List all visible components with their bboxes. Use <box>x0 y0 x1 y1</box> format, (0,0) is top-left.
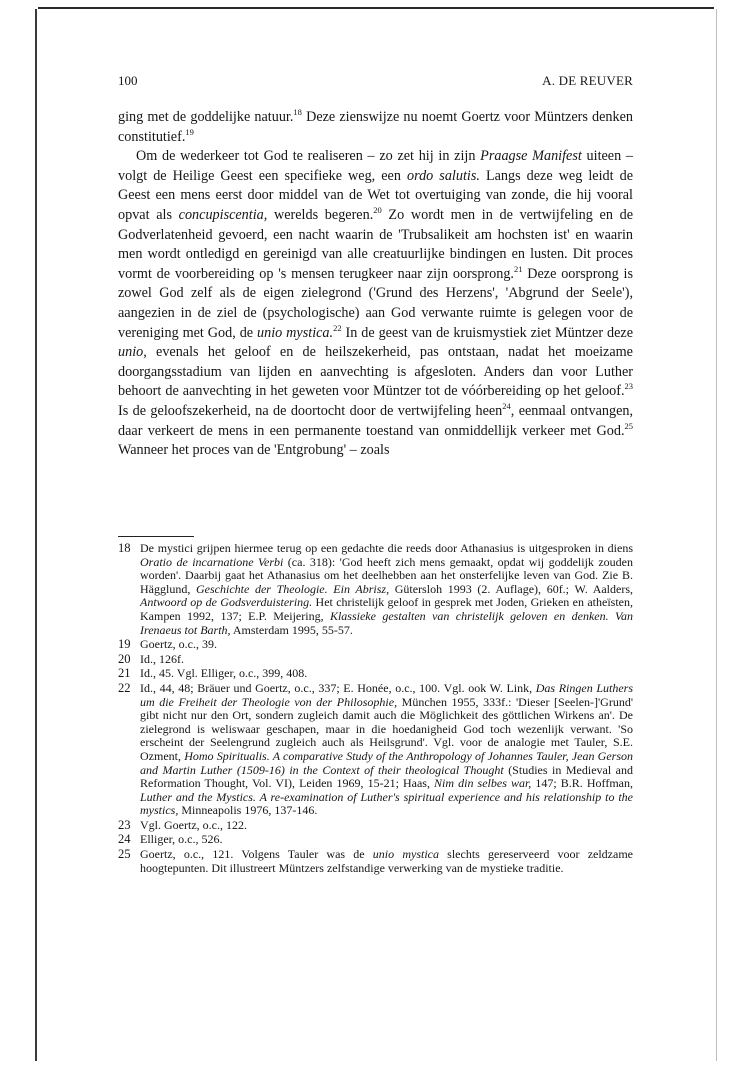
text-run: evenals het geloof en de heilszekerheid, pas ontstaan, nadat het moeizame doorgangsstadium van lijden en aanvechting is afgesloten. Anders dan voor Luther behoort de aanvechting in het geweten voor Müntzer tot de vóórbereiding op het geloof. <box>118 344 633 400</box>
text-run: 147; B.R. Hoffman, <box>531 776 633 791</box>
footnote-number: 25 <box>118 847 131 862</box>
footnote-number: 20 <box>118 651 131 666</box>
footnote-ref-21: 21 <box>513 263 523 274</box>
paragraph-2 <box>118 147 633 461</box>
italic-run: Praagse Manifest <box>480 148 582 165</box>
italic-run: Antwoord op de Godsverduistering. <box>140 595 313 610</box>
footnote-23 <box>118 819 633 833</box>
text-run: Deze oorsprong is zowel God zelf als de eigen zielegrond ('Grund des Herzens', 'Abgrund der Seele'), aangezien in de ziel de (psychologische) aan God verwante ruimte is gelegen voor de vereniging met God, de <box>118 265 633 341</box>
footnotes <box>118 542 633 876</box>
italic-run: Oratio de incarnatione Verbi <box>140 554 284 569</box>
footnote-24 <box>118 833 633 847</box>
footnote-22 <box>118 682 633 818</box>
footnote-ref-22: 22 <box>333 322 342 333</box>
text-run: Gütersloh 1993 (2. Auflage), 60f.; W. Aalders, <box>389 581 634 596</box>
footnote-25 <box>118 848 633 875</box>
text-run: werelds begeren. <box>267 206 374 223</box>
footnote-ref-25: 25 <box>624 420 633 431</box>
footnote-text: Goertz, o.c., 39. <box>140 637 217 652</box>
footnote-number: 23 <box>118 817 131 832</box>
text-run: Wanneer het proces van de 'Entgrobung' – zoals <box>118 442 390 459</box>
paragraph-1 <box>118 108 633 147</box>
footnote-21 <box>118 667 633 681</box>
footnote-ref-20: 20 <box>373 204 382 215</box>
text-run: Goertz, o.c., 121. Volgens Tauler was de <box>140 847 373 862</box>
footnote-number: 19 <box>118 637 131 652</box>
text-run: ging met de goddelijke natuur. <box>118 109 294 125</box>
footnote-text <box>140 848 633 875</box>
footnote-text: Id., 45. Vgl. Elliger, o.c., 399, 408. <box>140 666 308 681</box>
italic-run: unio mystica. <box>257 324 334 341</box>
italic-run: Das Ringen Luthers um die Freiheit der Theologie von der Philosophie, <box>140 680 634 709</box>
footnote-20 <box>118 653 633 667</box>
text-run: De mystici grijpen hiermee terug op een gedachte die reeds door Athanasius is uitgesproken in diens <box>140 541 633 555</box>
text-run: Deze zienswijze nu noemt Goertz voor Müntzers denken constitutief. <box>118 109 633 145</box>
italic-run: Geschichte der Theologie. Ein Abrisz, <box>196 581 390 596</box>
footnote-ref-24: 24 <box>502 400 511 411</box>
text-run: Id., 44, 48; Bräuer und Goertz, o.c., 337; E. Honée, o.c., 100. Vgl. ook W. Link, <box>140 680 536 695</box>
main-text <box>118 108 633 461</box>
italic-run: Klassieke gestalten van christelijk geloven en denken. Van Irenaeus tot Barth, <box>140 608 633 637</box>
text-run: In de geest van de kruismystiek ziet Müntzer deze <box>341 324 633 341</box>
text-run: Om de wederkeer tot God te realiseren – zo zet hij in zijn <box>136 148 481 165</box>
italic-run: unio mystica <box>372 847 439 862</box>
italic-run: Homo Spiritualis. A comparative Study of the Anthropology of Johannes Tauler, Jean Gerson and Martin Luther (1509-16) in the Context of their theological Thought <box>140 748 633 777</box>
scan-edge-right <box>716 9 717 1061</box>
footnote-19 <box>118 638 633 652</box>
footnote-text: Vgl. Goertz, o.c., 122. <box>140 817 247 832</box>
scan-edge-top <box>38 7 714 9</box>
footnote-text <box>140 682 633 818</box>
text-run: Minneapolis 1976, 137-146. <box>178 803 318 818</box>
footnote-number: 22 <box>118 680 131 695</box>
page-number: 100 <box>118 73 138 88</box>
footnote-separator <box>118 536 194 537</box>
footnote-ref-18: 18 <box>293 107 302 117</box>
text-run: Langs deze weg leidt de Geest een mens eerst door middel van de Wet tot overtuiging van zonde, die hij vooral opvat als <box>118 167 633 223</box>
running-head-author: A. DE REUVER <box>542 73 633 88</box>
text-run: uiteen – volgt de Heilige Geest een specifieke weg, een <box>118 148 634 184</box>
footnote-ref-19: 19 <box>185 126 194 137</box>
text-run: Amsterdam 1995, 55-57. <box>230 622 353 637</box>
text-run: München 1955, 333f.: 'Dieser [Seelen-]'Grund' gibt nicht nur den Ort, sondern zugleich damit auch die Möglichkeit des göttlichen Wirkens an'. De zielegrond is weliswaar geschapen, maar in die hoedanigheid God toch wezenlijk verwant. 'So erscheint der Seelengrund zugleich auch als Heilsgrund'. Vgl. voor de analogie met Tauler, S.E. Ozment, <box>140 694 634 763</box>
italic-run: unio, <box>118 344 147 361</box>
text-run: slechts gereserveerd voor zeldzame hoogtepunten. Dit illustreert Müntzers zelfstandige verwerking van de mystieke traditie. <box>140 847 633 875</box>
footnote-18 <box>118 542 633 637</box>
text-run: Is de geloofszekerheid, na de doortocht door de vertwijfeling heen <box>118 402 503 419</box>
footnote-number: 18 <box>118 541 131 555</box>
footnote-text: Id., 126f. <box>140 651 184 666</box>
italic-run: Luther and the Mystics. A re-examination of Luther's spiritual experience and his relationship to the mystics, <box>140 789 633 818</box>
italic-run: Nim din selbes war, <box>434 776 532 791</box>
footnote-ref-23: 23 <box>624 381 633 392</box>
text-run: Het christelijk geloof in gesprek met Joden, Grieken en atheïsten, Kampen 1992, 137; E.P. Meijering, <box>140 595 633 623</box>
text-run: , eenmaal ontvangen, daar verkeert de mens in een permanente toestand van onmiddellijk verkeer met God. <box>118 402 634 439</box>
footnote-text <box>140 542 633 637</box>
footnote-number: 24 <box>118 832 131 847</box>
text-run: (Studies in Medieval and Reformation Thought, Vol. VI), Leiden 1969, 15-21; Haas, <box>140 762 634 791</box>
italic-run: concupiscentia, <box>178 206 268 223</box>
footnote-number: 21 <box>118 666 131 681</box>
text-run: Zo wordt men in de vertwijfeling en de Godverlatenheid gevoerd, een nacht waarin de 'Trubsalikeit am hochsten ist' en waarin men wordt ontledigd en gereinigd van alle creatuurlijke bindingen en lusten. Dit proces vormt de voorbereiding op 's mensen terugkeer naar zijn oorsprong. <box>118 206 633 282</box>
italic-run: ordo salutis. <box>406 167 480 184</box>
footnote-text: Elliger, o.c., 526. <box>140 832 223 847</box>
scan-edge-left <box>35 9 37 1061</box>
text-run: (ca. 318): 'God heeft zich mens gemaakt, opdat wij goddelijk zouden worden'. Daarbij gaat het Athanasius om het deelhebben aan het onsterfelijke leven van God. Zie B. Hägglund, <box>140 554 634 596</box>
